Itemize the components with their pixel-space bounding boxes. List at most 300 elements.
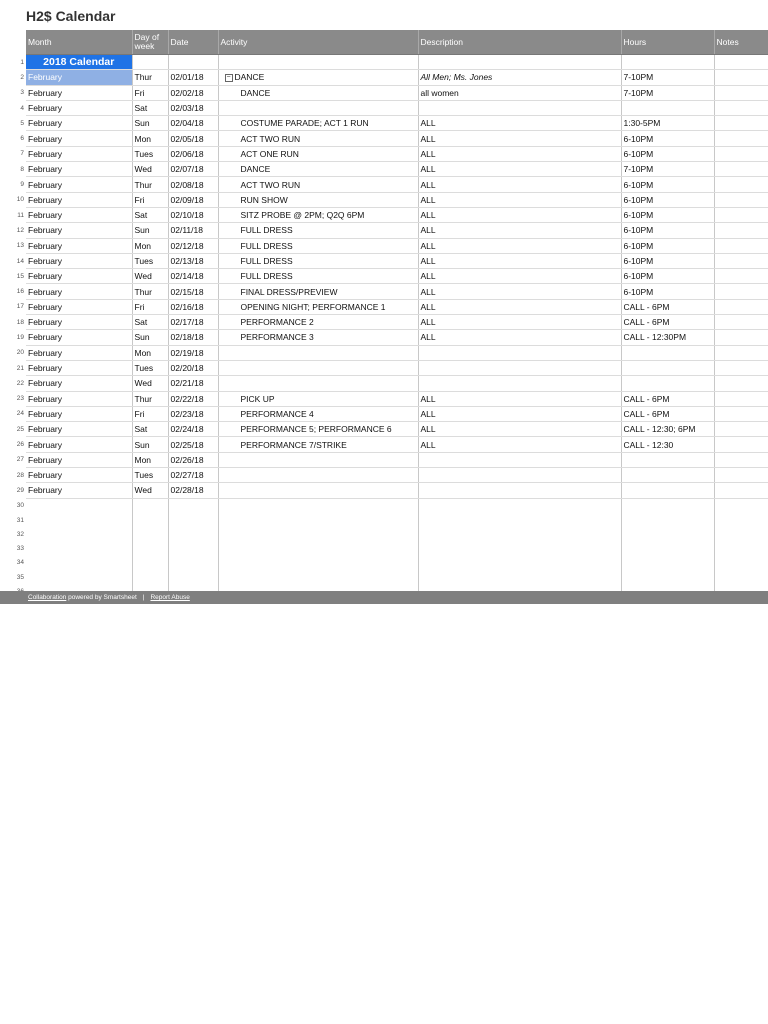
hours-cell[interactable]: CALL - 6PM: [621, 299, 714, 314]
hours-cell[interactable]: [621, 483, 714, 498]
day-of-week-cell[interactable]: Fri: [132, 85, 168, 100]
month-cell[interactable]: February: [26, 253, 132, 268]
day-of-week-cell[interactable]: Fri: [132, 192, 168, 207]
hours-cell[interactable]: 6-10PM: [621, 192, 714, 207]
column-header-notes[interactable]: Notes: [714, 30, 768, 55]
day-of-week-cell[interactable]: Mon: [132, 131, 168, 146]
activity-cell[interactable]: PERFORMANCE 3: [218, 330, 418, 345]
notes-cell[interactable]: [714, 483, 768, 498]
notes-cell[interactable]: [714, 100, 768, 115]
table-row: [0, 406, 768, 421]
day-of-week-cell[interactable]: Thur: [132, 177, 168, 192]
notes-cell[interactable]: [714, 162, 768, 177]
cell[interactable]: [714, 55, 768, 70]
hours-cell[interactable]: CALL - 12:30: [621, 437, 714, 452]
month-cell[interactable]: February: [26, 345, 132, 360]
date-cell[interactable]: 02/16/18: [168, 299, 218, 314]
cell[interactable]: [168, 55, 218, 70]
activity-cell[interactable]: FULL DRESS: [218, 238, 418, 253]
hours-cell[interactable]: [621, 360, 714, 375]
month-cell[interactable]: February: [26, 376, 132, 391]
day-of-week-cell[interactable]: Fri: [132, 299, 168, 314]
date-cell[interactable]: 02/10/18: [168, 207, 218, 222]
hours-cell[interactable]: 7-10PM: [621, 85, 714, 100]
column-header-hours[interactable]: Hours: [621, 30, 714, 55]
month-cell[interactable]: February: [26, 483, 132, 498]
row-number: 34: [0, 556, 26, 570]
date-cell[interactable]: 02/22/18: [168, 391, 218, 406]
notes-cell[interactable]: [714, 360, 768, 375]
month-cell[interactable]: February: [26, 192, 132, 207]
day-of-week-cell[interactable]: Sat: [132, 315, 168, 330]
collapse-toggle-icon[interactable]: −: [226, 74, 231, 82]
activity-cell[interactable]: [218, 452, 418, 467]
date-cell[interactable]: 02/20/18: [168, 360, 218, 375]
month-cell[interactable]: February: [26, 468, 132, 483]
calendar-banner[interactable]: 2018 Calendar: [26, 55, 132, 70]
activity-cell[interactable]: FINAL DRESS/PREVIEW: [218, 284, 418, 299]
activity-cell[interactable]: [218, 468, 418, 483]
empty-cell[interactable]: [218, 570, 418, 584]
row-number: 30: [0, 498, 26, 513]
empty-cell[interactable]: [218, 527, 418, 541]
empty-cell[interactable]: [168, 513, 218, 527]
table-row: [0, 345, 768, 360]
hours-cell[interactable]: [621, 452, 714, 467]
hours-cell[interactable]: [621, 100, 714, 115]
cell[interactable]: [218, 55, 418, 70]
activity-cell[interactable]: [218, 360, 418, 375]
day-of-week-cell[interactable]: Wed: [132, 162, 168, 177]
row-number: 21: [0, 360, 26, 375]
cell[interactable]: [621, 55, 714, 70]
row-number: 28: [0, 468, 26, 483]
activity-cell[interactable]: ACT TWO RUN: [218, 177, 418, 192]
hours-cell[interactable]: CALL - 6PM: [621, 315, 714, 330]
report-abuse-link[interactable]: Report Abuse: [150, 594, 190, 601]
date-cell[interactable]: 02/26/18: [168, 452, 218, 467]
notes-cell[interactable]: [714, 192, 768, 207]
empty-cell[interactable]: [168, 542, 218, 556]
table-row: [0, 177, 768, 192]
description-cell[interactable]: ALL: [418, 284, 621, 299]
date-cell[interactable]: 02/24/18: [168, 422, 218, 437]
day-of-week-cell[interactable]: Tues: [132, 253, 168, 268]
description-cell[interactable]: [418, 100, 621, 115]
column-header-activity[interactable]: Activity: [218, 30, 418, 55]
table-row: [0, 437, 768, 452]
month-cell[interactable]: February: [26, 100, 132, 115]
month-cell[interactable]: February: [26, 360, 132, 375]
hours-cell[interactable]: [621, 376, 714, 391]
empty-cell[interactable]: [418, 542, 621, 556]
activity-cell[interactable]: PERFORMANCE 2: [218, 315, 418, 330]
collaboration-link[interactable]: Collaboration: [28, 594, 67, 601]
day-of-week-cell[interactable]: Sun: [132, 330, 168, 345]
notes-cell[interactable]: [714, 253, 768, 268]
table-row: [0, 70, 768, 85]
column-header-description[interactable]: Description: [418, 30, 621, 55]
date-cell[interactable]: 02/09/18: [168, 192, 218, 207]
empty-cell[interactable]: [714, 542, 768, 556]
empty-cell[interactable]: [714, 570, 768, 584]
date-cell[interactable]: 02/03/18: [168, 100, 218, 115]
description-cell[interactable]: ALL: [418, 437, 621, 452]
day-of-week-cell[interactable]: Thur: [132, 391, 168, 406]
month-cell[interactable]: February: [26, 146, 132, 161]
activity-cell[interactable]: [218, 376, 418, 391]
empty-cell[interactable]: [621, 556, 714, 570]
day-of-week-cell[interactable]: Thur: [132, 284, 168, 299]
activity-cell[interactable]: ACT ONE RUN: [218, 146, 418, 161]
cell[interactable]: [132, 55, 168, 70]
description-cell[interactable]: ALL: [418, 238, 621, 253]
hours-cell[interactable]: 6-10PM: [621, 238, 714, 253]
table-row: [0, 162, 768, 177]
date-cell[interactable]: 02/06/18: [168, 146, 218, 161]
empty-cell[interactable]: [418, 498, 621, 513]
activity-cell[interactable]: COSTUME PARADE; ACT 1 RUN: [218, 116, 418, 131]
notes-cell[interactable]: [714, 70, 768, 85]
empty-cell[interactable]: [132, 542, 168, 556]
day-of-week-cell[interactable]: Sun: [132, 223, 168, 238]
month-cell[interactable]: February: [26, 437, 132, 452]
table-row: [0, 391, 768, 406]
day-of-week-cell[interactable]: Sat: [132, 422, 168, 437]
cell[interactable]: [418, 55, 621, 70]
hours-cell[interactable]: 6-10PM: [621, 207, 714, 222]
month-cell[interactable]: February: [26, 223, 132, 238]
column-header-date[interactable]: Date: [168, 30, 218, 55]
notes-cell[interactable]: [714, 391, 768, 406]
empty-cell[interactable]: [168, 570, 218, 584]
activity-cell[interactable]: [218, 345, 418, 360]
footer-separator: |: [142, 594, 145, 601]
empty-cell[interactable]: [168, 527, 218, 541]
empty-cell[interactable]: [168, 556, 218, 570]
empty-cell[interactable]: [132, 498, 168, 513]
activity-cell[interactable]: FULL DRESS: [218, 223, 418, 238]
empty-cell[interactable]: [218, 513, 418, 527]
empty-cell[interactable]: [132, 527, 168, 541]
description-cell[interactable]: ALL: [418, 192, 621, 207]
empty-cell[interactable]: [714, 556, 768, 570]
date-cell[interactable]: 02/23/18: [168, 406, 218, 421]
empty-cell[interactable]: [621, 513, 714, 527]
hours-cell[interactable]: CALL - 12:30; 6PM: [621, 422, 714, 437]
row-number: 13: [0, 238, 26, 253]
notes-cell[interactable]: [714, 299, 768, 314]
description-cell[interactable]: ALL: [418, 269, 621, 284]
notes-cell[interactable]: [714, 330, 768, 345]
day-of-week-cell[interactable]: Mon: [132, 238, 168, 253]
month-cell[interactable]: February: [26, 391, 132, 406]
date-cell[interactable]: 02/11/18: [168, 223, 218, 238]
empty-cell[interactable]: [26, 542, 132, 556]
month-cell[interactable]: February: [26, 299, 132, 314]
month-cell[interactable]: February: [26, 422, 132, 437]
hours-cell[interactable]: 7-10PM: [621, 162, 714, 177]
notes-cell[interactable]: [714, 238, 768, 253]
empty-cell[interactable]: [621, 542, 714, 556]
table-row: [0, 330, 768, 345]
activity-cell[interactable]: ACT TWO RUN: [218, 131, 418, 146]
row-number: 24: [0, 406, 26, 421]
empty-cell[interactable]: [26, 527, 132, 541]
activity-cell[interactable]: DANCE: [218, 162, 418, 177]
day-of-week-cell[interactable]: Wed: [132, 376, 168, 391]
description-cell[interactable]: ALL: [418, 330, 621, 345]
hours-cell[interactable]: 6-10PM: [621, 223, 714, 238]
activity-cell[interactable]: FULL DRESS: [218, 253, 418, 268]
notes-cell[interactable]: [714, 376, 768, 391]
day-of-week-cell[interactable]: Fri: [132, 406, 168, 421]
row-number-header: [0, 30, 26, 55]
row-number: 31: [0, 513, 26, 527]
day-of-week-cell[interactable]: Wed: [132, 483, 168, 498]
day-of-week-cell[interactable]: Mon: [132, 452, 168, 467]
column-header-row: [0, 30, 768, 55]
notes-cell[interactable]: [714, 207, 768, 222]
date-cell[interactable]: 02/19/18: [168, 345, 218, 360]
description-cell[interactable]: ALL: [418, 116, 621, 131]
date-cell[interactable]: 02/17/18: [168, 315, 218, 330]
description-cell[interactable]: [418, 376, 621, 391]
date-cell[interactable]: 02/07/18: [168, 162, 218, 177]
description-cell[interactable]: [418, 452, 621, 467]
empty-row: [0, 527, 768, 541]
description-cell[interactable]: ALL: [418, 146, 621, 161]
day-of-week-cell[interactable]: Sat: [132, 100, 168, 115]
month-cell[interactable]: February: [26, 238, 132, 253]
activity-cell[interactable]: [218, 483, 418, 498]
date-cell[interactable]: 02/04/18: [168, 116, 218, 131]
empty-cell[interactable]: [218, 556, 418, 570]
empty-cell[interactable]: [418, 527, 621, 541]
empty-cell[interactable]: [418, 570, 621, 584]
hours-cell[interactable]: 6-10PM: [621, 131, 714, 146]
table-row: [0, 100, 768, 115]
hours-cell[interactable]: 6-10PM: [621, 269, 714, 284]
day-of-week-cell[interactable]: Thur: [132, 70, 168, 85]
table-row: [0, 284, 768, 299]
date-cell[interactable]: 02/14/18: [168, 269, 218, 284]
notes-cell[interactable]: [714, 85, 768, 100]
row-number: 27: [0, 452, 26, 467]
activity-cell[interactable]: [218, 70, 418, 85]
empty-cell[interactable]: [26, 513, 132, 527]
description-cell[interactable]: all women: [418, 85, 621, 100]
activity-cell[interactable]: PERFORMANCE 4: [218, 406, 418, 421]
activity-cell[interactable]: RUN SHOW: [218, 192, 418, 207]
table-row: [0, 207, 768, 222]
hours-cell[interactable]: 6-10PM: [621, 177, 714, 192]
description-cell[interactable]: ALL: [418, 131, 621, 146]
table-row: [0, 85, 768, 100]
month-cell[interactable]: February: [26, 162, 132, 177]
notes-cell[interactable]: [714, 131, 768, 146]
month-cell[interactable]: February: [26, 116, 132, 131]
day-of-week-cell[interactable]: Tues: [132, 360, 168, 375]
empty-cell[interactable]: [418, 556, 621, 570]
activity-cell[interactable]: [218, 100, 418, 115]
month-cell[interactable]: February: [26, 330, 132, 345]
empty-cell[interactable]: [621, 570, 714, 584]
notes-cell[interactable]: [714, 146, 768, 161]
date-cell[interactable]: 02/25/18: [168, 437, 218, 452]
row-number: 7: [0, 146, 26, 161]
empty-cell[interactable]: [714, 513, 768, 527]
date-cell[interactable]: 02/21/18: [168, 376, 218, 391]
hours-cell[interactable]: 1:30-5PM: [621, 116, 714, 131]
day-of-week-cell[interactable]: Sun: [132, 437, 168, 452]
description-cell[interactable]: ALL: [418, 299, 621, 314]
activity-cell[interactable]: PICK UP: [218, 391, 418, 406]
description-cell[interactable]: ALL: [418, 315, 621, 330]
empty-cell[interactable]: [132, 570, 168, 584]
description-cell[interactable]: ALL: [418, 422, 621, 437]
hours-cell[interactable]: [621, 345, 714, 360]
description-cell[interactable]: ALL: [418, 207, 621, 222]
activity-cell[interactable]: OPENING NIGHT; PERFORMANCE 1: [218, 299, 418, 314]
notes-cell[interactable]: [714, 315, 768, 330]
description-cell[interactable]: ALL: [418, 406, 621, 421]
description-cell[interactable]: ALL: [418, 253, 621, 268]
table-row: [0, 223, 768, 238]
description-cell[interactable]: ALL: [418, 177, 621, 192]
empty-row: [0, 498, 768, 513]
hours-cell[interactable]: 6-10PM: [621, 146, 714, 161]
activity-cell[interactable]: FULL DRESS: [218, 269, 418, 284]
date-cell[interactable]: 02/01/18: [168, 70, 218, 85]
month-cell[interactable]: February: [26, 269, 132, 284]
empty-cell[interactable]: [168, 498, 218, 513]
description-cell[interactable]: [418, 360, 621, 375]
hours-cell[interactable]: CALL - 12:30PM: [621, 330, 714, 345]
month-cell[interactable]: February: [26, 315, 132, 330]
column-header-month[interactable]: Month: [26, 30, 132, 55]
hours-cell[interactable]: 6-10PM: [621, 284, 714, 299]
row-number: 14: [0, 253, 26, 268]
empty-cell[interactable]: [26, 570, 132, 584]
table-row: [0, 116, 768, 131]
date-cell[interactable]: 02/15/18: [168, 284, 218, 299]
month-cell[interactable]: February: [26, 284, 132, 299]
row-number: 16: [0, 284, 26, 299]
day-of-week-cell[interactable]: Sat: [132, 207, 168, 222]
row-number: 1: [0, 55, 26, 70]
date-cell[interactable]: 02/28/18: [168, 483, 218, 498]
empty-cell[interactable]: [132, 556, 168, 570]
date-cell[interactable]: 02/18/18: [168, 330, 218, 345]
empty-cell[interactable]: [26, 556, 132, 570]
hours-cell[interactable]: 6-10PM: [621, 253, 714, 268]
notes-cell[interactable]: [714, 422, 768, 437]
row-number: 23: [0, 391, 26, 406]
notes-cell[interactable]: [714, 452, 768, 467]
hours-cell[interactable]: CALL - 6PM: [621, 391, 714, 406]
empty-cell[interactable]: [418, 513, 621, 527]
notes-cell[interactable]: [714, 406, 768, 421]
row-number: 8: [0, 162, 26, 177]
month-cell[interactable]: February: [26, 70, 132, 85]
date-cell[interactable]: 02/13/18: [168, 253, 218, 268]
table-row: [0, 131, 768, 146]
empty-cell[interactable]: [132, 513, 168, 527]
notes-cell[interactable]: [714, 468, 768, 483]
notes-cell[interactable]: [714, 269, 768, 284]
day-of-week-cell[interactable]: Wed: [132, 269, 168, 284]
notes-cell[interactable]: [714, 177, 768, 192]
row-number: 32: [0, 527, 26, 541]
hours-cell[interactable]: [621, 468, 714, 483]
notes-cell[interactable]: [714, 437, 768, 452]
month-cell[interactable]: February: [26, 131, 132, 146]
notes-cell[interactable]: [714, 345, 768, 360]
table-row: [0, 315, 768, 330]
description-cell[interactable]: [418, 468, 621, 483]
row-number: 33: [0, 542, 26, 556]
empty-cell[interactable]: [714, 498, 768, 513]
month-cell[interactable]: February: [26, 452, 132, 467]
row-number: 20: [0, 345, 26, 360]
description-cell[interactable]: [418, 345, 621, 360]
row-number: 17: [0, 299, 26, 314]
month-cell[interactable]: February: [26, 177, 132, 192]
activity-cell[interactable]: DANCE: [218, 85, 418, 100]
activity-cell[interactable]: PERFORMANCE 7/STRIKE: [218, 437, 418, 452]
date-cell[interactable]: 02/12/18: [168, 238, 218, 253]
notes-cell[interactable]: [714, 284, 768, 299]
date-cell[interactable]: 02/02/18: [168, 85, 218, 100]
day-of-week-cell[interactable]: Tues: [132, 146, 168, 161]
month-cell[interactable]: February: [26, 207, 132, 222]
description-cell[interactable]: ALL: [418, 223, 621, 238]
empty-cell[interactable]: [26, 498, 132, 513]
day-of-week-cell[interactable]: Tues: [132, 468, 168, 483]
banner-row: [0, 55, 768, 70]
day-of-week-cell[interactable]: Mon: [132, 345, 168, 360]
empty-cell[interactable]: [621, 498, 714, 513]
date-cell[interactable]: 02/08/18: [168, 177, 218, 192]
description-cell[interactable]: [418, 483, 621, 498]
date-cell[interactable]: 02/05/18: [168, 131, 218, 146]
footer-bar: [0, 591, 768, 604]
notes-cell[interactable]: [714, 116, 768, 131]
table-row: [0, 468, 768, 483]
empty-cell[interactable]: [714, 527, 768, 541]
table-row: [0, 192, 768, 207]
hours-cell[interactable]: 7-10PM: [621, 70, 714, 85]
empty-cell[interactable]: [621, 527, 714, 541]
description-cell[interactable]: All Men; Ms. Jones: [418, 70, 621, 85]
hours-cell[interactable]: CALL - 6PM: [621, 406, 714, 421]
month-cell[interactable]: February: [26, 85, 132, 100]
description-cell[interactable]: ALL: [418, 162, 621, 177]
column-header-day-of-week[interactable]: Day of week: [132, 30, 168, 55]
description-cell[interactable]: ALL: [418, 391, 621, 406]
activity-cell[interactable]: SITZ PROBE @ 2PM; Q2Q 6PM: [218, 207, 418, 222]
day-of-week-cell[interactable]: Sun: [132, 116, 168, 131]
table-row: [0, 360, 768, 375]
notes-cell[interactable]: [714, 223, 768, 238]
row-number: 35: [0, 570, 26, 584]
date-cell[interactable]: 02/27/18: [168, 468, 218, 483]
activity-cell[interactable]: PERFORMANCE 5; PERFORMANCE 6: [218, 422, 418, 437]
empty-cell[interactable]: [218, 542, 418, 556]
month-cell[interactable]: February: [26, 406, 132, 421]
empty-cell[interactable]: [218, 498, 418, 513]
